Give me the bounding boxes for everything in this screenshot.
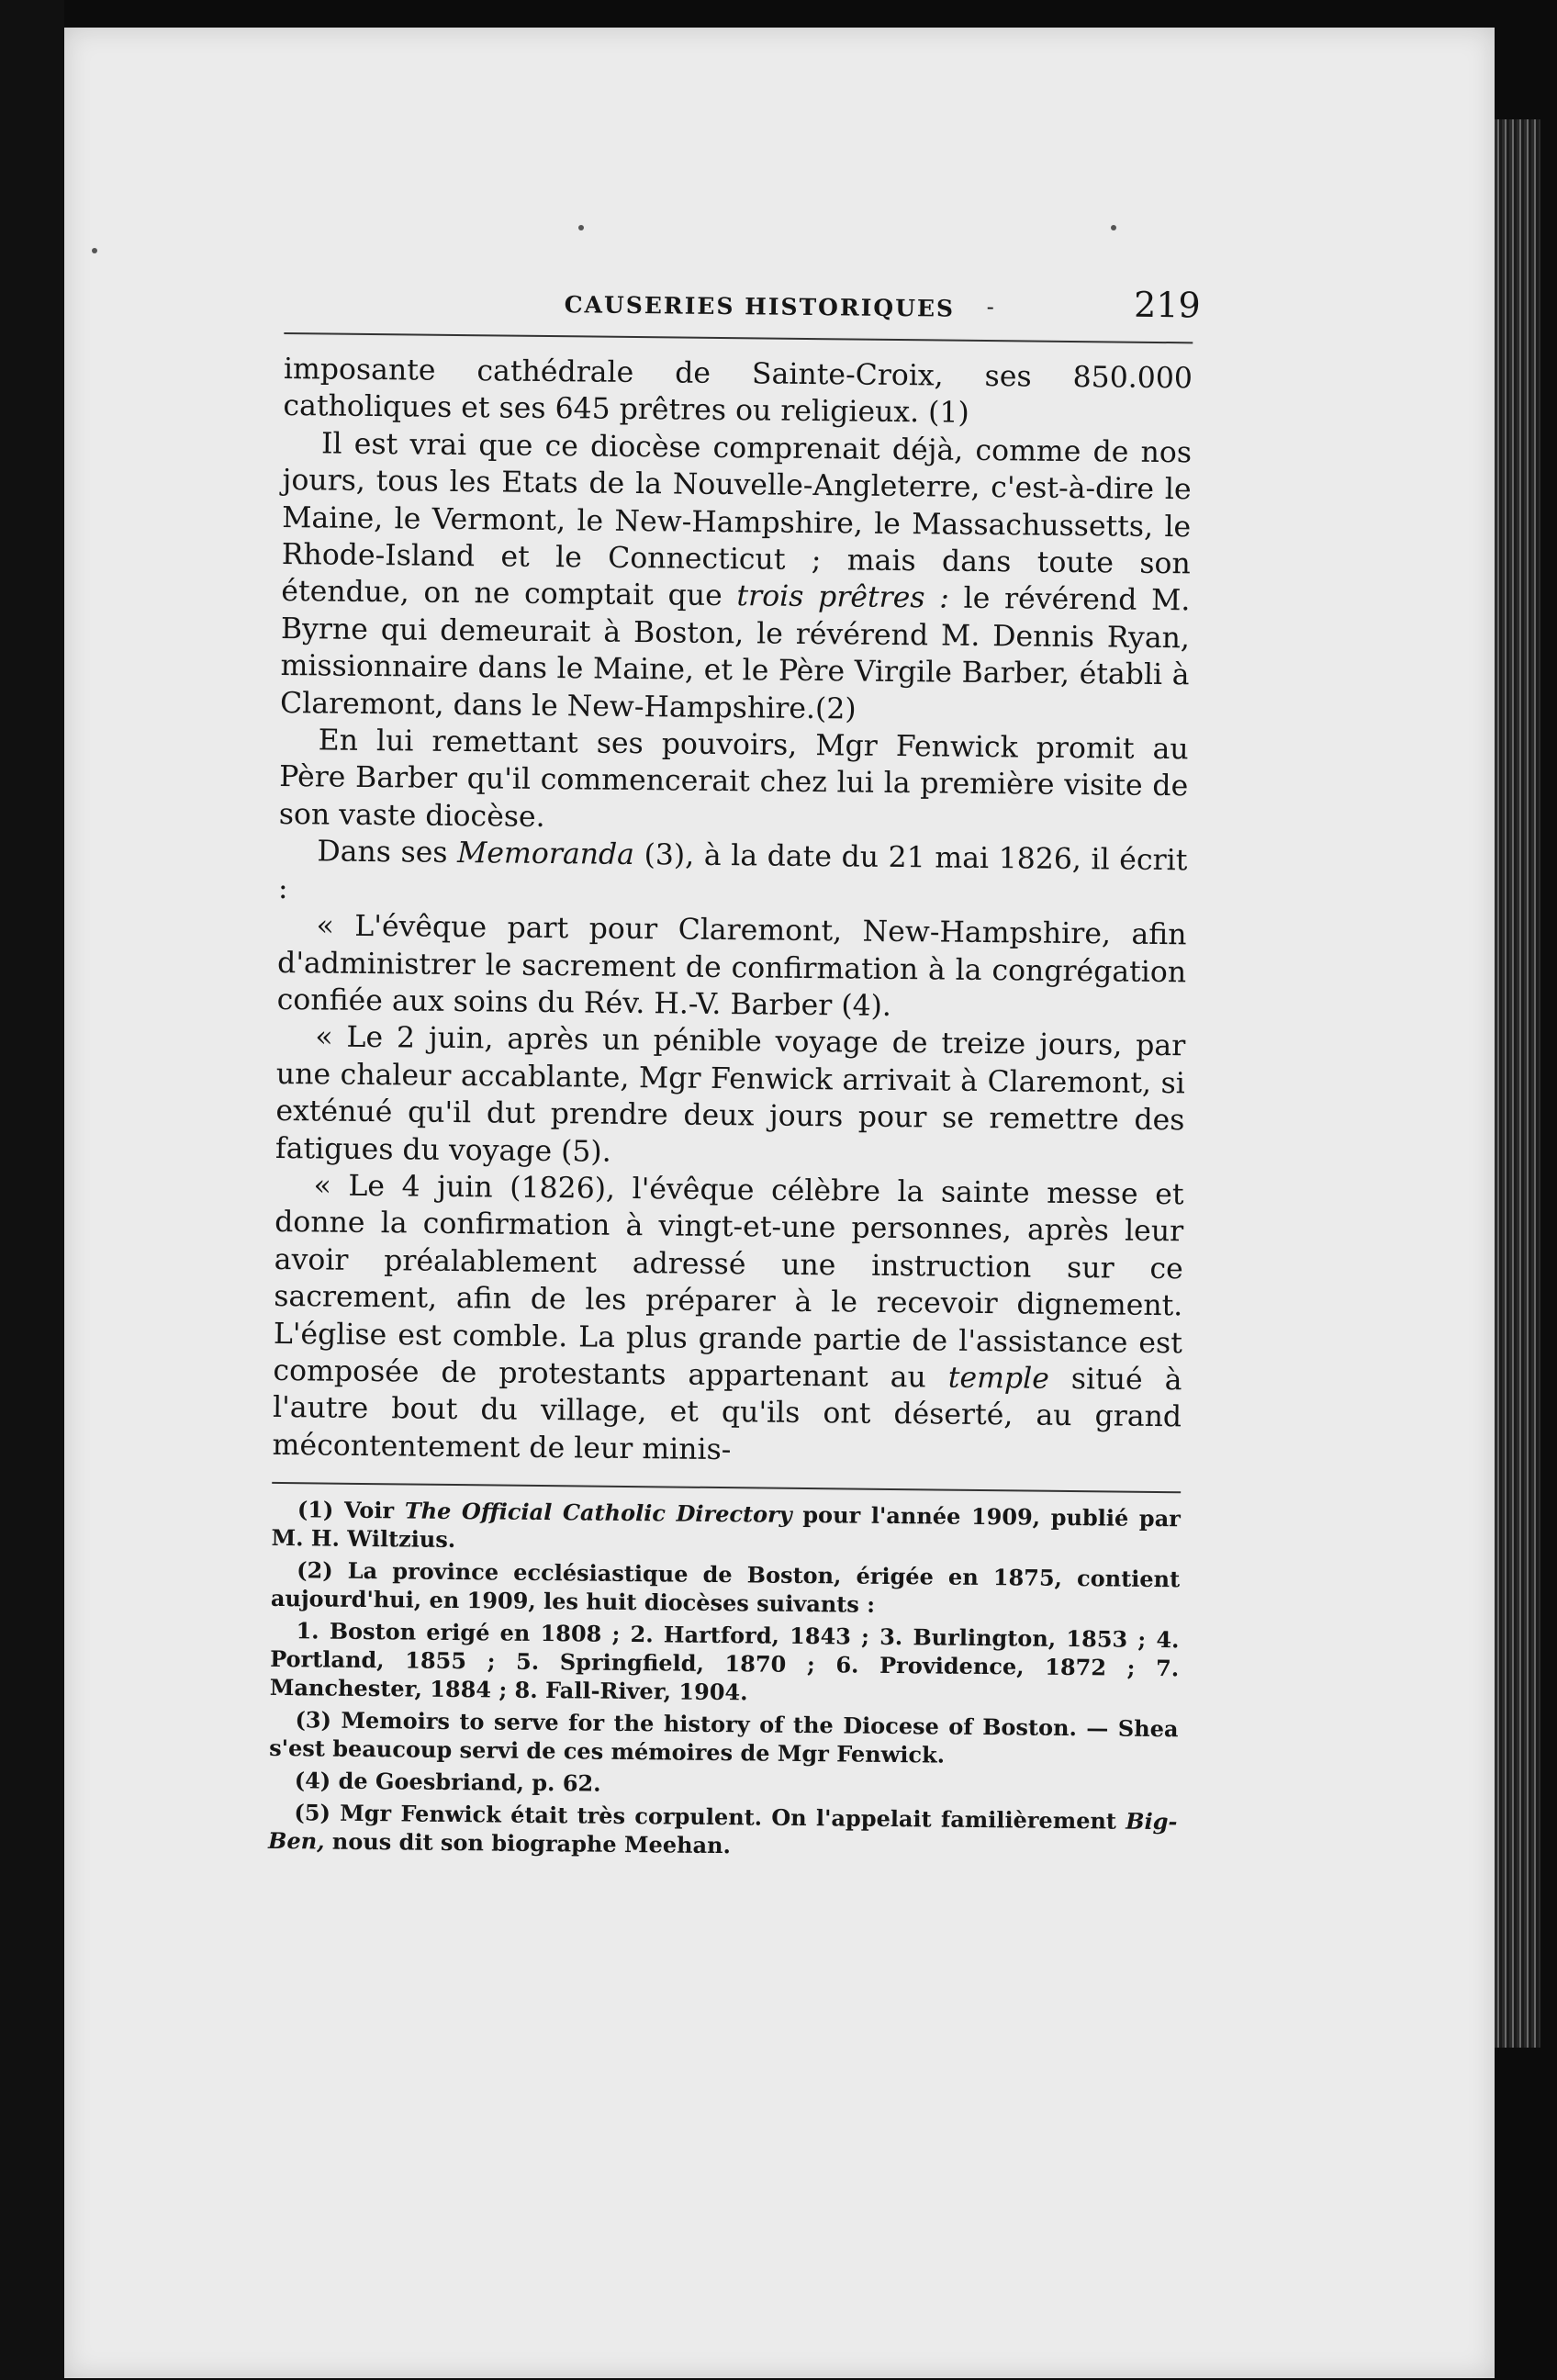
text-run: nous dit son biographe Meehan. [324, 1827, 732, 1859]
scan-speck [1111, 225, 1116, 230]
footnote [270, 1616, 1180, 1711]
text-run: (1) Voir [297, 1496, 405, 1524]
text-run: imposante cathédrale de Sainte-Croix, ses 850.000 catholiques et ses 645 prêtres ou religieux. (1) [283, 352, 1193, 431]
footnote [269, 1705, 1179, 1771]
text-run: (2) La province ecclésiastique de Boston, érigée en 1875, contient aujourd'hui, en 1909, les huit diocèses suivants : [270, 1556, 1181, 1619]
text-run: (3), à la date du 21 mai 1826, il écrit : [277, 838, 1188, 905]
running-title: CAUSERIES HISTORIQUES [564, 291, 956, 322]
text-run: « Le 4 juin (1826), l'évêque célèbre la sainte messe et donne la confirmation à vingt-et-une personnes, après leur avoir préalablement adressé une instruction sur ce sacrement, afin de les préparer à le recevoir dignement. L'église est comble. La plus grande partie de l'assistance est composée de protestants appartenant au [273, 1169, 1184, 1395]
paragraph [278, 833, 1188, 916]
text-run: pour l'année 1909, publié par M. H. Wiltzius. [271, 1501, 1182, 1554]
text-run: situé à l'autre bout du village, et qu'ils ont déserté, au grand mécontentement de leur minis- [272, 1362, 1182, 1466]
text-run: (5) Mgr Fenwick était très corpulent. On l'appelait familièrement [294, 1799, 1126, 1835]
italic-text: trois prêtres : [736, 579, 950, 616]
body-text [272, 351, 1193, 1473]
footnote [268, 1798, 1178, 1864]
text-run: « Le 2 juin, après un pénible voyage de treize jours, par une chaleur accablante, Mgr Fenwick arrivait à Claremont, si exténué qu'il dut prendre deux jours pour se remettre des fatigues du voyage (5). [274, 1020, 1186, 1169]
scan-border-left [0, 0, 64, 2380]
text-run: (3) Memoirs to serve for the history of the Diocese of Boston. — Shea s'est beaucoup servi de ces mémoires de Mgr Fenwick. [269, 1706, 1179, 1768]
scan-page-edge [1495, 119, 1540, 2048]
italic-text: Memoranda [456, 836, 635, 872]
paragraph [283, 351, 1193, 434]
paragraph [275, 1018, 1186, 1176]
paragraph [277, 907, 1187, 1028]
italic-text: The Official Catholic Directory [404, 1497, 792, 1529]
page-number: 219 [1133, 284, 1201, 326]
footnotes [268, 1495, 1181, 1864]
italic-text: temple [947, 1361, 1050, 1396]
page-content [267, 275, 1201, 1868]
page-header [284, 275, 1201, 343]
text-run: En lui remettant ses pouvoirs, Mgr Fenwick promit au Père Barber qu'il commencerait chez lui la première visite de son vaste diocèse. [278, 724, 1189, 834]
footnote-divider [272, 1482, 1181, 1493]
text-run: 1. Boston erigé en 1808 ; 2. Hartford, 1843 ; 3. Burlington, 1853 ; 4. Portland, 1855 ; 5. Springfield, 1870 ; 6. Providence, 1872 ; 7. Manchester, 1884 ; 8. Fall-River, 1904. [269, 1617, 1180, 1706]
text-run: « L'évêque part pour Claremont, New-Hampshire, afin d'administrer le sacrement de confirmation à la congrégation confiée aux soins du Rév. H.-V. Barber (4). [276, 909, 1187, 1023]
text-run: (4) de Goesbriand, p. 62. [294, 1767, 601, 1797]
footnote [271, 1555, 1181, 1622]
footnote [269, 1766, 1178, 1803]
header-dash: - [986, 294, 994, 320]
text-run: le révérend M. Byrne qui demeurait à Boston, le révérend M. Dennis Ryan, missionnaire dans le Maine, et le Père Virgile Barber, établi à Claremont, dans le New-Hampshire.(2) [279, 582, 1191, 726]
italic-text: Big-Ben, [267, 1807, 1178, 1855]
scan-speck [92, 248, 97, 253]
paragraph [279, 722, 1189, 843]
scan-speck [578, 225, 584, 230]
footnote [271, 1495, 1181, 1561]
text-run: Dans ses [317, 835, 458, 870]
paragraph [280, 425, 1192, 732]
paragraph [272, 1167, 1183, 1474]
text-run: Il est vrai que ce diocèse comprenait déjà, comme de nos jours, tous les Etats de la Nouvelle-Angleterre, c'est-à-dire le Maine, le Vermont, le New-Hampshire, le Massachussetts, le Rhode-Island et le Connecticut ; mais dans toute son étendue, on ne comptait que [281, 427, 1193, 613]
